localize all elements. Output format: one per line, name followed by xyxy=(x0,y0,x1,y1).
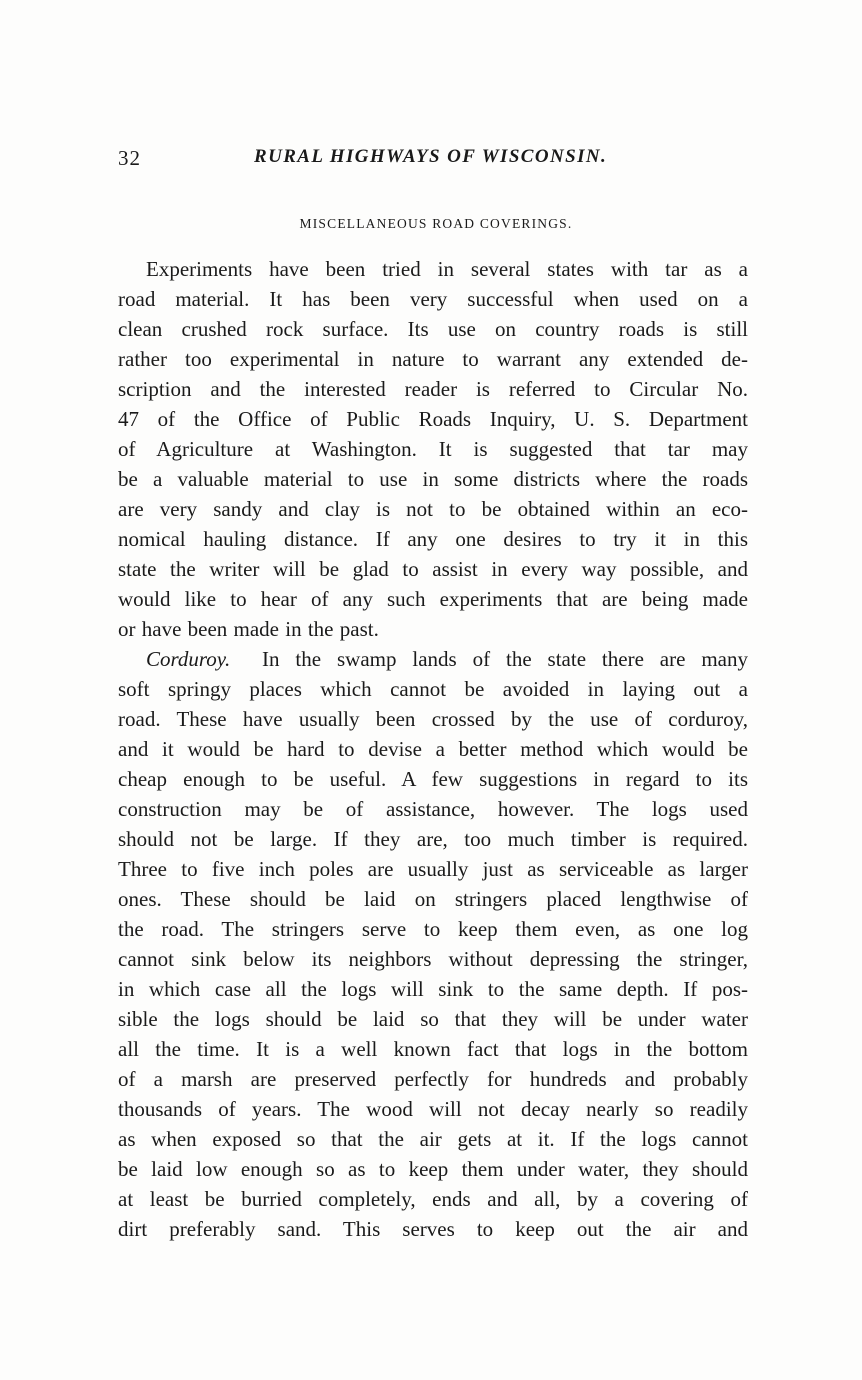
text-line: should not be large. If they are, too much timber is required. xyxy=(118,827,748,851)
text-line: state the writer will be glad to assist in every way possible, and xyxy=(118,557,748,581)
text-line: are very sandy and clay is not to be obtained within an eco- xyxy=(118,497,748,521)
page-number: 32 xyxy=(118,146,141,170)
text-line: road material. It has been very successful when used on a xyxy=(118,287,748,311)
text-line: of a marsh are preserved perfectly for hundreds and probably xyxy=(118,1067,748,1091)
text-line: rather too experimental in nature to warrant any extended de- xyxy=(118,347,748,371)
text-line: soft springy places which cannot be avoided in laying out a xyxy=(118,677,748,701)
text-line: construction may be of assistance, however. The logs used xyxy=(118,797,748,821)
text-line: Experiments have been tried in several states with tar as a xyxy=(146,257,748,281)
text-line: as when exposed so that the air gets at it. If the logs cannot xyxy=(118,1127,748,1151)
corduroy-heading: Corduroy. xyxy=(146,647,231,671)
book-title: RURAL HIGHWAYS OF WISCONSIN. xyxy=(254,146,608,167)
text-line: road. These have usually been crossed by the use of corduroy, xyxy=(118,707,748,731)
text-line: all the time. It is a well known fact that logs in the bottom xyxy=(118,1037,748,1061)
text-line: the road. The stringers serve to keep them even, as one log xyxy=(118,917,748,941)
text-line: would like to hear of any such experiments that are being made xyxy=(118,587,748,611)
text-line: dirt preferably sand. This serves to keep out the air and xyxy=(118,1217,748,1241)
text-line: sible the logs should be laid so that they will be under water xyxy=(118,1007,748,1031)
text-line: thousands of years. The wood will not decay nearly so readily xyxy=(118,1097,748,1121)
text-line: nomical hauling distance. If any one desires to try it in this xyxy=(118,527,748,551)
text-line: at least be burried completely, ends and all, by a covering of xyxy=(118,1187,748,1211)
text-line: and it would be hard to devise a better method which would be xyxy=(118,737,748,761)
text-line: Three to five inch poles are usually just as serviceable as larger xyxy=(118,857,748,881)
text-line: of Agriculture at Washington. It is suggested that tar may xyxy=(118,437,748,461)
section-title: MISCELLANEOUS ROAD COVERINGS. xyxy=(299,216,573,231)
text-line: cheap enough to be useful. A few suggestions in regard to its xyxy=(118,767,748,791)
text-line: or have been made in the past. xyxy=(118,617,379,641)
text-line: 47 of the Office of Public Roads Inquiry, U. S. Department xyxy=(118,407,748,431)
body-text xyxy=(118,254,748,1244)
text-line: scription and the interested reader is referred to Circular No. xyxy=(118,377,748,401)
text-line: in which case all the logs will sink to the same depth. If pos- xyxy=(118,977,748,1001)
text-line: ones. These should be laid on stringers placed lengthwise of xyxy=(118,887,748,911)
text-line: be a valuable material to use in some districts where the roads xyxy=(118,467,748,491)
text-line: be laid low enough so as to keep them under water, they should xyxy=(118,1157,748,1181)
text-line: clean crushed rock surface. Its use on country roads is still xyxy=(118,317,748,341)
first-line-rest: In the swamp lands of the state there are many xyxy=(262,647,748,671)
running-head xyxy=(118,146,748,176)
paragraph-first-line xyxy=(118,644,748,674)
text-line: cannot sink below its neighbors without depressing the stringer, xyxy=(118,947,748,971)
